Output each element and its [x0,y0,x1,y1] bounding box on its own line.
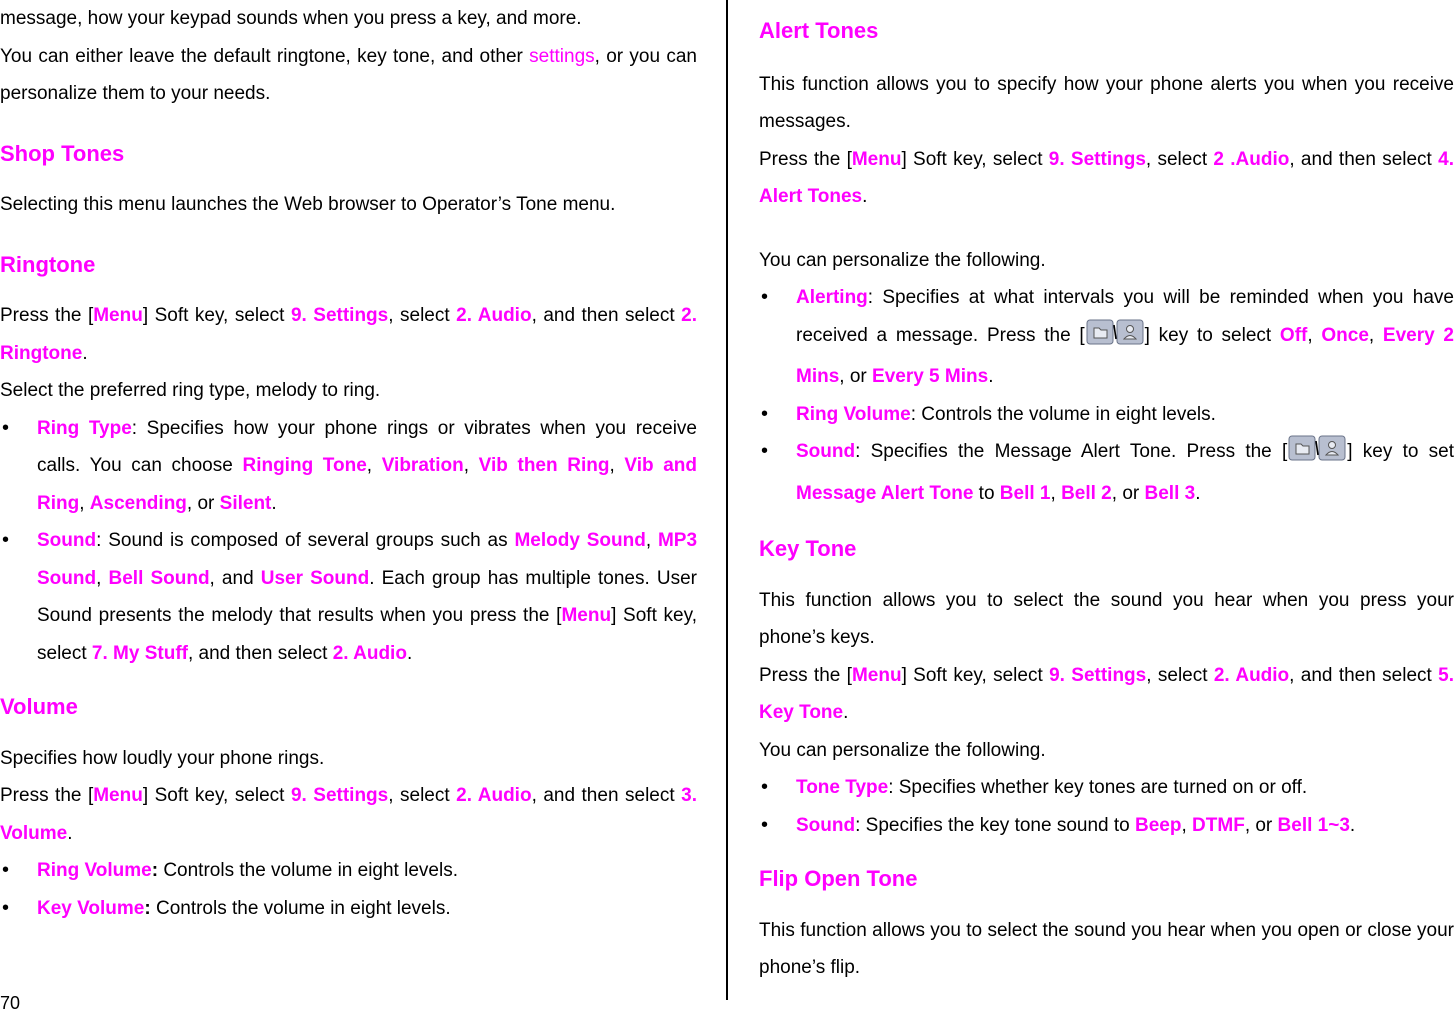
volume-instructions: Press the [Menu] Soft key, select 9. Settings, select 2. Audio, and then select 3. Volume. [0,785,697,844]
ringtone-instructions: Press the [Menu] Soft key, select 9. Settings, select 2. Audio, and then select 2. Ringtone. [0,305,697,364]
volume-options-list [0,852,697,927]
list-item: • Ring Volume: Controls the volume in eight levels. [0,852,697,890]
nav-key-icon [1288,435,1346,475]
shop-tones-heading: Shop Tones [0,140,125,166]
alert-tones-description: This function allows you to specify how your phone alerts you when you receive messages. [759,73,1454,132]
key-tone-instructions: Press the [Menu] Soft key, select 9. Settings, select 2. Audio, and then select 5. Key Tone. [759,664,1454,723]
volume-description: Specifies how loudly your phone rings. [0,747,325,769]
list-item: • Sound: Sound is composed of several groups such as Melody Sound, MP3 Sound, Bell Sound, and User Sound. Each group has multiple tones. User Sound presents the melody that results when you press the [Menu] Soft key, select 7. My Stuff, and then select 2. Audio. [0,522,697,672]
key-tone-personalize: You can personalize the following. [759,739,1046,761]
flip-open-tone-description: This function allows you to select the sound you hear when you open or close your phone’s flip. [759,919,1454,978]
flip-open-tone-heading: Flip Open Tone [759,866,918,891]
alert-tones-options-list [759,279,1454,512]
ringtone-heading: Ringtone [0,251,96,277]
ringtone-options-list [0,410,697,673]
list-item: • Key Volume: Controls the volume in eight levels. [0,890,697,928]
right-column [759,0,1454,987]
key-tone-description: This function allows you to select the sound you hear when you press your phone’s keys. [759,589,1454,648]
left-column [0,0,697,927]
key-tone-heading: Key Tone [759,536,857,561]
key-tone-options-list [759,769,1454,844]
list-item: • Ring Type: Specifies how your phone rings or vibrates when you receive calls. You can choose Ringing Tone, Vibration, Vib then Ring, Vib and Ring, Ascending, or Silent. [0,410,697,523]
intro-paragraph: You can either leave the default ringtone, key tone, and other settings, or you can personalize them to your needs. [0,45,697,104]
list-item: • Tone Type: Specifies whether key tones are turned on or off. [759,769,1454,807]
shop-tones-text: Selecting this menu launches the Web browser to Operator’s Tone menu. [0,194,616,215]
nav-key-icon [1086,319,1144,359]
alert-tones-personalize: You can personalize the following. [759,249,1046,271]
list-item: • Sound: Specifies the key tone sound to Beep, DTMF, or Bell 1~3. [759,807,1454,845]
settings-link: settings [529,45,595,67]
alert-tones-instructions: Press the [Menu] Soft key, select 9. Settings, select 2 .Audio, and then select 4. Alert Tones. [759,148,1454,207]
volume-heading: Volume [0,694,78,719]
alert-tones-heading: Alert Tones [759,18,879,43]
column-divider [726,0,728,1000]
page-number: 70 [0,993,21,1013]
list-item: • Alerting: Specifies at what intervals you will be reminded when you have received a message. Press the [ ] key to select Off, Once, Every 2 Mins, or Every 5 Mins. [759,279,1454,396]
list-item: • Ring Volume: Controls the volume in eight levels. [759,396,1454,434]
intro-line: message, how your keypad sounds when you press a key, and more. [0,8,582,29]
ringtone-select-text: Select the preferred ring type, melody to ring. [0,380,381,401]
list-item: • Sound: Specifies the Message Alert Tone. Press the [ ] key to set Message Alert Tone to Bell 1, Bell 2, or Bell 3. [759,433,1454,512]
